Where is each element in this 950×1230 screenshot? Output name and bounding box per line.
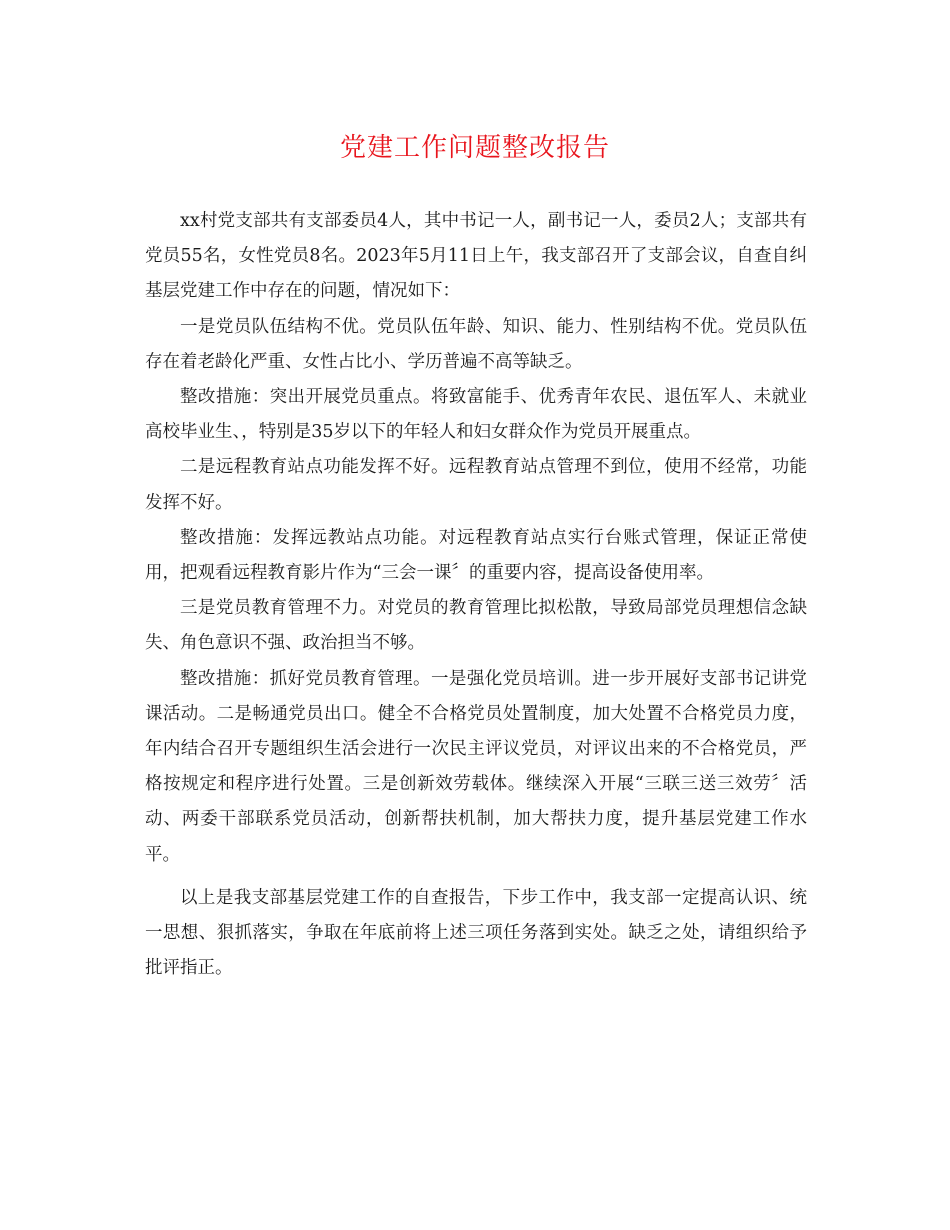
document-title: 党建工作问题整改报告 xyxy=(339,133,610,163)
paragraph-problem-1: 一是党员队伍结构不优。党员队伍年龄、知识、能力、性别结构不优。党员队伍存在着老龄化严重、女性占比小、学历普遍不高等缺乏。 xyxy=(145,316,807,372)
paragraph-problem-3: 三是党员教育管理不力。对党员的教育管理比拟松散，导致局部党员理想信念缺失、角色意识不强、政治担当不够。 xyxy=(145,598,807,654)
paragraph-intro: xx村党支部共有支部委员4人，其中书记一人，副书记一人，委员2人；支部共有党员55名，女性党员8名。2023年5月11日上午，我支部召开了支部会议，自查自纠基层党建工作中存在的问题，情况如下： xyxy=(145,211,807,302)
paragraph-measure-2: 整改措施：发挥远教站点功能。对远程教育站点实行台账式管理，保证正常使用，把观看远程教育影片作为“三会一课〞的重要内容，提高设备使用率。 xyxy=(145,527,807,584)
paragraph-measure-1: 整改措施：突出开展党员重点。将致富能手、优秀青年农民、退伍军人、未就业高校毕业生、，特别是35岁以下的年轻人和妇女群众作为党员开展重点。 xyxy=(145,387,807,443)
paragraph-problem-2: 二是远程教育站点功能发挥不好。远程教育站点管理不到位，使用不经常，功能发挥不好。 xyxy=(145,457,807,513)
document-body xyxy=(145,204,807,986)
paragraph-measure-3: 整改措施：抓好党员教育管理。一是强化党员培训。进一步开展好支部书记讲党课活动。二是畅通党员出口。健全不合格党员处置制度，加大处置不合格党员力度，年内结合召开专题组织生活会进行一次民主评议党员，对评议出来的不合格党员，严格按规定和程序进行处置。三是创新效劳载体。继续深入开展“三联三送三效劳〞活动、两委干部联系党员活动，创新帮扶机制，加大帮扶力度，提升基层党建工作水平。 xyxy=(145,668,807,865)
paragraph-conclusion: 以上是我支部基层党建工作的自查报告，下步工作中，我支部一定提高认识、统一思想、狠抓落实，争取在年底前将上述三项任务落到实处。缺乏之处，请组织给予批评指正。 xyxy=(145,887,807,979)
